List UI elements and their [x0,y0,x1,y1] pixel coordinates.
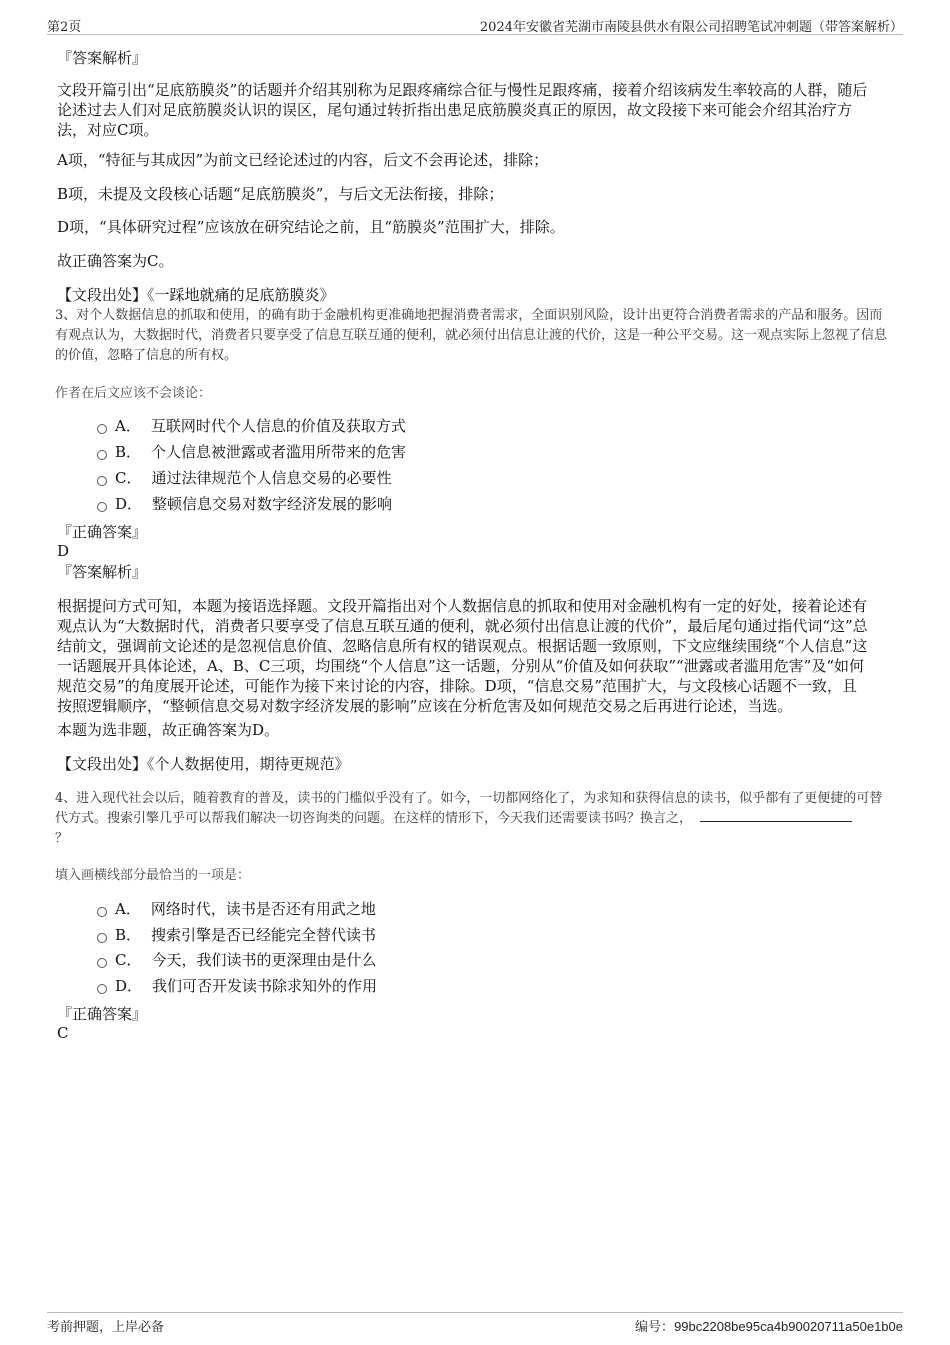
question-4-text: 4、进入现代社会以后，随着教育的普及，读书的门槛似乎没有了。如今，一切都网络化了，为求知和获得信息的读书，似乎都有了更便捷的可替代方式。搜索引擎几乎可以帮我们解决一切咨询类的问题。在这样的情形下，今天我们还需要读书吗？换言之， ？ [55,791,883,846]
document-title: 2024年安徽省芜湖市南陵县供水有限公司招聘笔试冲刺题（带答案解析） [479,20,903,35]
q4-option-d[interactable]: D． 我们可否开发读书除求知外的作用 [97,976,377,996]
source-line [57,285,877,305]
radio-icon[interactable] [97,933,107,943]
source-label: 【文段出处】 [57,286,148,304]
q4-option-b[interactable]: B． 搜索引擎是否已经能完全替代读书 [97,925,376,945]
radio-icon[interactable] [97,450,107,460]
q3-source-line [57,754,877,774]
q4-option-a[interactable]: A． 网络时代，读书是否还有用武之地 [97,899,376,919]
radio-icon[interactable] [97,424,107,434]
question-3-prompt: 作者在后文应该不会谈论： [55,386,212,401]
source-label: 【文段出处】 [57,755,148,773]
q3-analysis-label: 『答案解析』 [57,563,148,581]
question-3-text: 3、对个人数据信息的抓取和使用，的确有助于金融机构更准确地把握消费者需求，全面识别风险，设计出更符合消费者需求的产品和服务。因而有观点认为，大数据时代，消费者只要享受了信息互联互通的便利，就必须付出信息让渡的代价，这是一种公平交易。这一观点实际上忽视了信息的价值，忽略了信息的所有权。 [55,308,888,363]
q3-option-c[interactable]: C． 通过法律规范个人信息交易的必要性 [97,468,392,488]
page-footer [47,1312,903,1337]
q3-conclusion: 本题为选非题，故正确答案为D。 [57,721,280,739]
page-number: 第2页 [47,20,82,35]
radio-icon[interactable] [97,958,107,968]
q3-answer-label: 『正确答案』 [57,523,148,541]
q3-option-a[interactable]: A． 互联网时代个人信息的价值及获取方式 [97,416,406,436]
analysis-label: 『答案解析』 [57,49,148,67]
radio-icon[interactable] [97,502,107,512]
q3-analysis-paragraph: 根据提问方式可知，本题为接语选择题。文段开篇指出对个人数据信息的抓取和使用对金融机构有一定的好处，接着论述有观点认为“大数据时代，消费者只要享受了信息互联互通的便利，就必须付出信息让渡的代价”，最后尾句通过指代词“这”总结前文，强调前文论述的是忽视信息价值、忽略信息所有权的错误观点。根据话题一致原则，下文应继续围绕“个人信息”这一话题展开具体论述，A、B、C三项，均围绕“个人信息”这一话题，分别从“价值及如何获取”“泄露或者滥用危害”及“如何规范交易”的角度展开论述，可能作为接下来讨论的内容，排除。D项，“信息交易”范围扩大，与文段核心话题不一致，且按照逻辑顺序，“整顿信息交易对数字经济发展的影响”应该在分析危害及如何规范交易之后再进行论述，当选。 [57,597,868,715]
document-id: 编号：99bc2208be95ca4b90020711a50e1b0e [635,1319,903,1335]
page-header [47,14,903,35]
radio-icon[interactable] [97,984,107,994]
radio-icon[interactable] [97,907,107,917]
analysis-option-b: B项，未提及文段核心话题“足底筋膜炎”，与后文无法衔接，排除； [57,185,504,203]
q3-option-b[interactable]: B． 个人信息被泄露或者滥用所带来的危害 [97,442,406,462]
source-title: 《个人数据使用，期待更规范》 [147,755,350,773]
q4-option-c[interactable]: C． 今天，我们读书的更深理由是什么 [97,950,377,970]
footer-slogan: 考前押题，上岸必备 [47,1320,165,1335]
question-4-prompt: 填入画横线部分最恰当的一项是： [55,868,251,883]
q4-answer: C [57,1024,69,1042]
radio-icon[interactable] [97,476,107,486]
q3-option-d[interactable]: D． 整顿信息交易对数字经济发展的影响 [97,494,392,514]
analysis-paragraph: 文段开篇引出“足底筋膜炎”的话题并介绍其别称为足跟疼痛综合征与慢性足跟疼痛，接着介绍该病发生率较高的人群，随后论述过去人们对足底筋膜炎认识的误区，尾句通过转折指出患足底筋膜炎真正的原因，故文段接下来可能会介绍其治疗方法，对应C项。 [57,81,868,139]
analysis-option-a: A项，“特征与其成因”为前文已经论述过的内容，后文不会再论述，排除； [57,151,549,169]
q4-answer-label: 『正确答案』 [57,1005,148,1023]
analysis-option-d: D项，“具体研究过程”应该放在研究结论之前，且“筋膜炎”范围扩大，排除。 [57,218,565,236]
source-title: 《一踩地就痛的足底筋膜炎》 [147,286,335,304]
fill-blank-line [700,809,852,822]
q3-answer: D [57,542,70,560]
answer-conclusion: 故正确答案为C。 [57,252,174,270]
